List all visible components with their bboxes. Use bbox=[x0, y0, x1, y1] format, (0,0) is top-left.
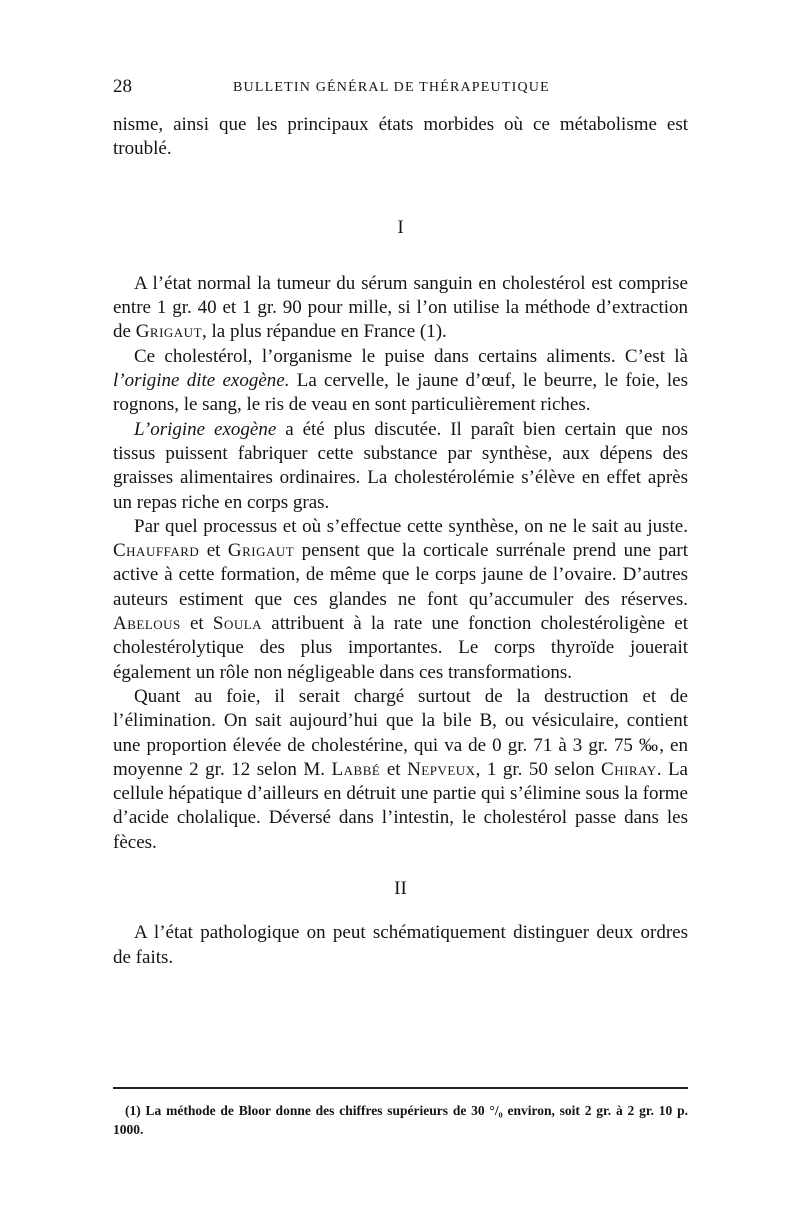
emphasis: L’origine exogène bbox=[134, 418, 277, 440]
author-name: Chauffard bbox=[113, 540, 200, 562]
paragraph-pathological: A l’état pathologique on peut schématiquement distinguer deux ordres de faits. bbox=[113, 922, 688, 968]
paragraph-synthesis: L’origine exogène a été plus discutée. Il paraît bien certain que nos tissus puissent fabriquer cette substance par synthèse, aux dépens des graisses alimentaires ordinaires. La cholestérolémie s’élève en effet après un repas riche en corps gras. bbox=[113, 418, 688, 513]
author-name: Soula bbox=[212, 613, 263, 635]
paragraph-liver: Quant au foie, il serait chargé surtout de la destruction et de l’élimination. On sait aujourd’hui que la bile B, ou vésiculaire, contient une proportion élevée de cholestérine, qui va de 0 gr. 71 à 3 gr. 75 ‰, en moyenne 2 gr. 12 selon M. Labbé et Nepveux, 1 gr. 50 selon Chiray. La cellule hépatique d’ailleurs en détruit une partie qui s’élimine sous la forme d’acide cholalique. Déversé dans l’intestin, le cholestérol passe dans les fèces. bbox=[113, 685, 688, 853]
page-header bbox=[113, 76, 688, 100]
section-heading-1: I bbox=[397, 216, 404, 238]
section-heading-2: II bbox=[394, 878, 407, 900]
emphasis: l’origine dite exogène. bbox=[113, 370, 290, 392]
author-name: Nepveux bbox=[407, 758, 476, 780]
page-number: 28 bbox=[113, 76, 132, 97]
footnote-divider bbox=[113, 1087, 688, 1089]
author-name: Grigaut bbox=[227, 540, 295, 562]
author-name: Grigaut bbox=[135, 321, 203, 343]
footnote-text: (1) La méthode de Bloor donne des chiffres supérieurs de 30 °/₀ environ, soit 2 gr. à 2 gr. 10 p. 1000. bbox=[113, 1103, 688, 1137]
paragraph-normal-level: A l’état normal la tumeur du sérum sanguin en cholestérol est comprise entre 1 gr. 40 et 1 gr. 90 pour mille, si l’on utilise la méthode d’extraction de Grigaut, la plus répandue en France (1). bbox=[113, 272, 688, 343]
continuation-paragraph: nisme, ainsi que les principaux états morbides où ce métabolisme est troublé. bbox=[113, 114, 688, 160]
running-title: BULLETIN GÉNÉRAL DE THÉRAPEUTIQUE bbox=[233, 80, 550, 95]
paragraph-dietary-origin: Ce cholestérol, l’organisme le puise dans certains aliments. C’est là l’origine dite exogène. La cervelle, le jaune d’œuf, le beurre, le foie, les rognons, le sang, le ris de veau en sont particulièrement riches. bbox=[113, 345, 689, 416]
footnote bbox=[113, 1101, 688, 1139]
author-name: Chiray bbox=[601, 758, 657, 780]
paragraph-synthesis-site: Par quel processus et où s’effectue cette synthèse, on ne le sait au juste. Chauffard et Grigaut pensent que la corticale surrénale prend une part active à cette formation, de même que le corps jaune de l’ovaire. D’autres auteurs estiment que ces glandes ne font qu’accumuler des réserves. Abelous et Soula attribuent à la rate une fonction cholestéroligène et cholestérolytique des plus importantes. Le corps thyroïde jouerait également un rôle non négligeable dans ces transformations. bbox=[113, 515, 689, 683]
author-name: Labbé bbox=[331, 758, 381, 780]
author-name: Abelous bbox=[113, 613, 181, 635]
body-text bbox=[113, 113, 688, 970]
